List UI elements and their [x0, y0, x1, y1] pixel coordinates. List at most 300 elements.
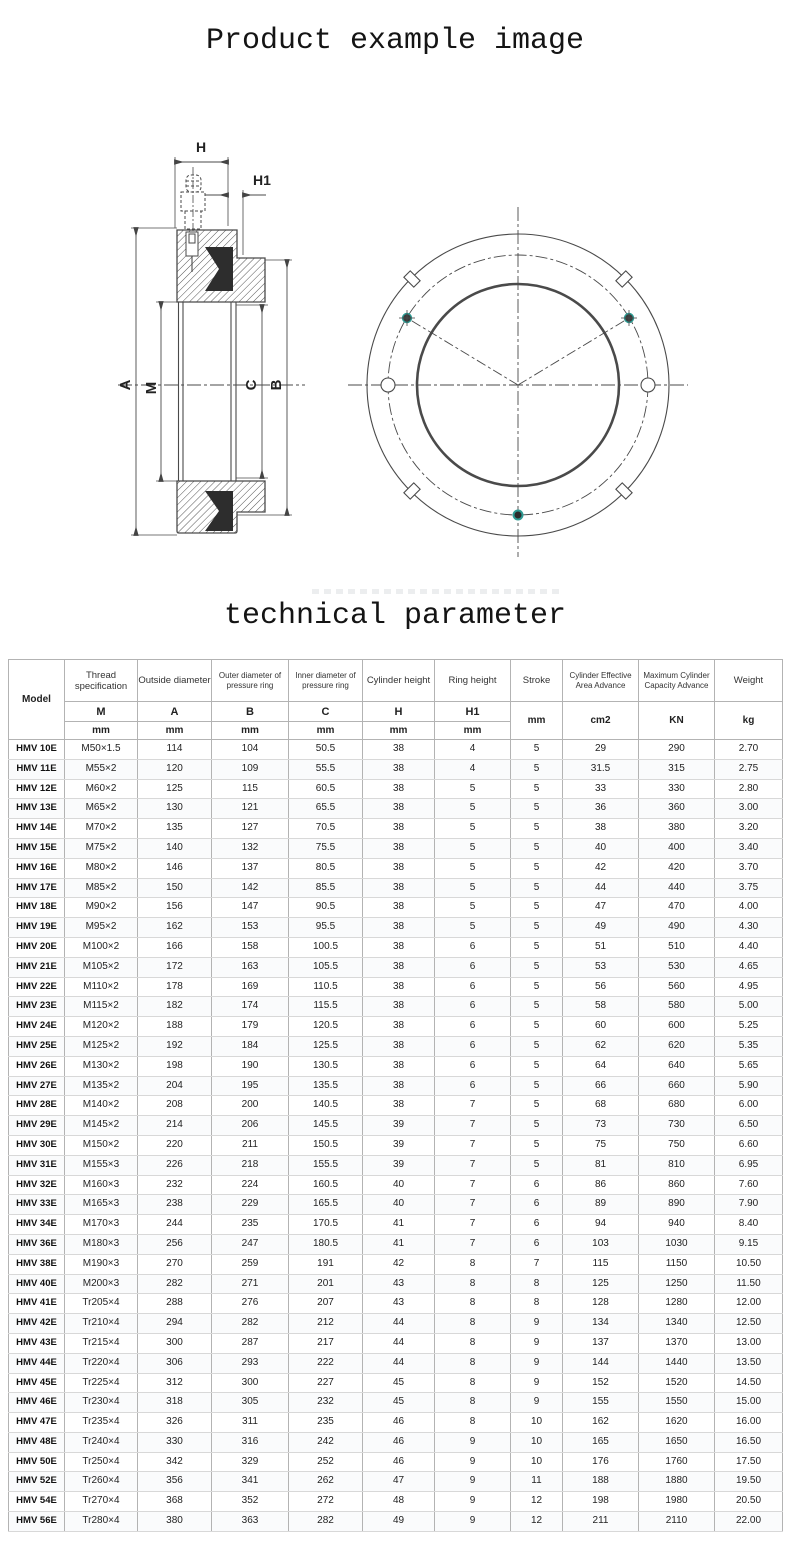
value-cell: 115: [563, 1254, 639, 1274]
model-cell: HMV 32E: [9, 1175, 65, 1195]
value-cell: 46: [363, 1452, 435, 1472]
value-cell: 282: [138, 1274, 212, 1294]
value-cell: 300: [138, 1333, 212, 1353]
value-cell: 47: [563, 898, 639, 918]
value-cell: M60×2: [65, 779, 138, 799]
table-row: [9, 1254, 783, 1274]
table-row: [9, 977, 783, 997]
value-cell: 41: [363, 1234, 435, 1254]
model-cell: HMV 16E: [9, 858, 65, 878]
table-row: [9, 1274, 783, 1294]
value-cell: 38: [363, 1017, 435, 1037]
value-cell: 10: [511, 1432, 563, 1452]
unit-weight: kg: [715, 702, 783, 740]
value-cell: 470: [639, 898, 715, 918]
value-cell: 9: [435, 1472, 511, 1492]
value-cell: 8: [435, 1353, 511, 1373]
symbol-a: A: [138, 702, 212, 722]
value-cell: 39: [363, 1116, 435, 1136]
value-cell: M70×2: [65, 819, 138, 839]
value-cell: Tr250×4: [65, 1452, 138, 1472]
value-cell: 150: [138, 878, 212, 898]
value-cell: 342: [138, 1452, 212, 1472]
value-cell: 750: [639, 1135, 715, 1155]
value-cell: 400: [639, 838, 715, 858]
value-cell: M180×3: [65, 1234, 138, 1254]
table-row: [9, 1056, 783, 1076]
value-cell: 9: [511, 1333, 563, 1353]
value-cell: 9: [511, 1353, 563, 1373]
value-cell: 66: [563, 1076, 639, 1096]
value-cell: 7: [435, 1135, 511, 1155]
value-cell: 8: [435, 1393, 511, 1413]
value-cell: 4.30: [715, 918, 783, 938]
table-row: [9, 1353, 783, 1373]
value-cell: 211: [563, 1512, 639, 1532]
value-cell: M145×2: [65, 1116, 138, 1136]
value-cell: 38: [363, 898, 435, 918]
value-cell: 7.90: [715, 1195, 783, 1215]
value-cell: 10: [511, 1452, 563, 1472]
model-cell: HMV 40E: [9, 1274, 65, 1294]
value-cell: 127: [212, 819, 289, 839]
value-cell: 73: [563, 1116, 639, 1136]
model-cell: HMV 29E: [9, 1116, 65, 1136]
model-cell: HMV 15E: [9, 838, 65, 858]
value-cell: 100.5: [289, 937, 363, 957]
value-cell: 6: [511, 1195, 563, 1215]
value-cell: 13.50: [715, 1353, 783, 1373]
value-cell: M80×2: [65, 858, 138, 878]
value-cell: 5: [511, 779, 563, 799]
value-cell: 6: [435, 977, 511, 997]
table-row: [9, 1492, 783, 1512]
value-cell: 5: [511, 878, 563, 898]
value-cell: 5.35: [715, 1036, 783, 1056]
model-cell: HMV 20E: [9, 937, 65, 957]
value-cell: 5: [435, 819, 511, 839]
value-cell: 510: [639, 937, 715, 957]
value-cell: 8: [435, 1413, 511, 1433]
value-cell: M120×2: [65, 1017, 138, 1037]
value-cell: M110×2: [65, 977, 138, 997]
table-body: [9, 740, 783, 1532]
section-title: technical parameter: [223, 599, 567, 633]
value-cell: 49: [563, 918, 639, 938]
value-cell: M55×2: [65, 759, 138, 779]
value-cell: 39: [363, 1155, 435, 1175]
model-cell: HMV 14E: [9, 819, 65, 839]
value-cell: 3.70: [715, 858, 783, 878]
value-cell: 115.5: [289, 997, 363, 1017]
value-cell: 1030: [639, 1234, 715, 1254]
value-cell: 145.5: [289, 1116, 363, 1136]
value-cell: 600: [639, 1017, 715, 1037]
value-cell: 6: [511, 1215, 563, 1235]
symbol-m: M: [65, 702, 138, 722]
value-cell: 169: [212, 977, 289, 997]
table-row: [9, 838, 783, 858]
value-cell: 89: [563, 1195, 639, 1215]
value-cell: 5: [511, 858, 563, 878]
value-cell: 38: [363, 878, 435, 898]
value-cell: 5: [435, 838, 511, 858]
table-row: [9, 1432, 783, 1452]
value-cell: 158: [212, 937, 289, 957]
dim-label-b: B: [268, 379, 285, 391]
value-cell: 192: [138, 1036, 212, 1056]
value-cell: 38: [563, 819, 639, 839]
value-cell: Tr220×4: [65, 1353, 138, 1373]
table-row: [9, 1195, 783, 1215]
page-title: Product example image: [205, 24, 585, 58]
value-cell: 201: [289, 1274, 363, 1294]
value-cell: 38: [363, 858, 435, 878]
value-cell: 5: [511, 997, 563, 1017]
unit-stroke: mm: [511, 702, 563, 740]
spec-table-header: [9, 660, 783, 740]
value-cell: 188: [563, 1472, 639, 1492]
value-cell: 5: [435, 898, 511, 918]
value-cell: 311: [212, 1413, 289, 1433]
value-cell: 20.50: [715, 1492, 783, 1512]
value-cell: 2.80: [715, 779, 783, 799]
value-cell: 45: [363, 1373, 435, 1393]
model-cell: HMV 50E: [9, 1452, 65, 1472]
value-cell: 38: [363, 1096, 435, 1116]
value-cell: 6.50: [715, 1116, 783, 1136]
value-cell: M75×2: [65, 838, 138, 858]
table-row: [9, 1155, 783, 1175]
value-cell: 290: [639, 740, 715, 760]
value-cell: 152: [563, 1373, 639, 1393]
model-cell: HMV 28E: [9, 1096, 65, 1116]
value-cell: 165: [563, 1432, 639, 1452]
value-cell: 16.50: [715, 1432, 783, 1452]
table-row: [9, 997, 783, 1017]
table-row: [9, 759, 783, 779]
value-cell: 165.5: [289, 1195, 363, 1215]
value-cell: 4.65: [715, 957, 783, 977]
value-cell: 170.5: [289, 1215, 363, 1235]
value-cell: 8: [435, 1294, 511, 1314]
value-cell: 38: [363, 819, 435, 839]
value-cell: 5: [511, 838, 563, 858]
value-cell: 10: [511, 1413, 563, 1433]
value-cell: 4.95: [715, 977, 783, 997]
value-cell: Tr205×4: [65, 1294, 138, 1314]
value-cell: 5.65: [715, 1056, 783, 1076]
table-row: [9, 1036, 783, 1056]
value-cell: 5: [435, 858, 511, 878]
value-cell: 232: [289, 1393, 363, 1413]
value-cell: 4: [435, 740, 511, 760]
value-cell: 5: [511, 918, 563, 938]
value-cell: 368: [138, 1492, 212, 1512]
value-cell: 7: [435, 1096, 511, 1116]
value-cell: 5: [511, 1155, 563, 1175]
value-cell: 46: [363, 1413, 435, 1433]
value-cell: 191: [289, 1254, 363, 1274]
value-cell: 214: [138, 1116, 212, 1136]
table-row: [9, 1076, 783, 1096]
value-cell: 29: [563, 740, 639, 760]
value-cell: 5: [435, 799, 511, 819]
value-cell: 15.00: [715, 1393, 783, 1413]
value-cell: 50.5: [289, 740, 363, 760]
value-cell: 166: [138, 937, 212, 957]
value-cell: 125: [138, 779, 212, 799]
value-cell: 178: [138, 977, 212, 997]
value-cell: 4.00: [715, 898, 783, 918]
model-cell: HMV 52E: [9, 1472, 65, 1492]
value-cell: 305: [212, 1393, 289, 1413]
value-cell: 120: [138, 759, 212, 779]
dim-label-h: H: [195, 139, 207, 155]
value-cell: M125×2: [65, 1036, 138, 1056]
value-cell: 33: [563, 779, 639, 799]
value-cell: 330: [639, 779, 715, 799]
value-cell: 5: [511, 957, 563, 977]
unit-cyl-h: mm: [363, 722, 435, 740]
value-cell: 8: [435, 1254, 511, 1274]
value-cell: 7.60: [715, 1175, 783, 1195]
model-cell: HMV 18E: [9, 898, 65, 918]
value-cell: 105.5: [289, 957, 363, 977]
value-cell: 7: [435, 1116, 511, 1136]
value-cell: 38: [363, 740, 435, 760]
value-cell: 5: [511, 1036, 563, 1056]
model-cell: HMV 22E: [9, 977, 65, 997]
value-cell: M135×2: [65, 1076, 138, 1096]
dim-label-c: C: [243, 379, 260, 391]
value-cell: M105×2: [65, 957, 138, 977]
value-cell: 222: [289, 1353, 363, 1373]
value-cell: 162: [138, 918, 212, 938]
value-cell: 217: [289, 1333, 363, 1353]
value-cell: 5: [511, 740, 563, 760]
model-cell: HMV 54E: [9, 1492, 65, 1512]
value-cell: 180.5: [289, 1234, 363, 1254]
value-cell: 46: [363, 1432, 435, 1452]
value-cell: 8: [435, 1314, 511, 1334]
value-cell: 9: [435, 1432, 511, 1452]
value-cell: 306: [138, 1353, 212, 1373]
rim-notch-icon: [404, 483, 420, 499]
value-cell: 39: [363, 1135, 435, 1155]
value-cell: 153: [212, 918, 289, 938]
value-cell: 125.5: [289, 1036, 363, 1056]
value-cell: 114: [138, 740, 212, 760]
value-cell: 6: [435, 997, 511, 1017]
table-row: [9, 918, 783, 938]
value-cell: Tr230×4: [65, 1393, 138, 1413]
value-cell: 176: [563, 1452, 639, 1472]
value-cell: 45: [363, 1393, 435, 1413]
dim-label-h1: H1: [253, 172, 271, 188]
value-cell: 42: [563, 858, 639, 878]
value-cell: 6: [435, 1056, 511, 1076]
value-cell: Tr215×4: [65, 1333, 138, 1353]
value-cell: 1650: [639, 1432, 715, 1452]
table-row: [9, 819, 783, 839]
value-cell: 1250: [639, 1274, 715, 1294]
value-cell: 287: [212, 1333, 289, 1353]
value-cell: 272: [289, 1492, 363, 1512]
value-cell: M170×3: [65, 1215, 138, 1235]
value-cell: 810: [639, 1155, 715, 1175]
value-cell: 12: [511, 1492, 563, 1512]
value-cell: 5: [511, 898, 563, 918]
value-cell: 132: [212, 838, 289, 858]
value-cell: 5: [511, 759, 563, 779]
value-cell: 560: [639, 977, 715, 997]
col-header-ring-h: Ring height: [435, 660, 511, 702]
value-cell: 2110: [639, 1512, 715, 1532]
value-cell: 232: [138, 1175, 212, 1195]
col-header-outside-d: Outside diameter: [138, 660, 212, 702]
table-row: [9, 878, 783, 898]
value-cell: 1880: [639, 1472, 715, 1492]
value-cell: 6: [435, 957, 511, 977]
value-cell: 580: [639, 997, 715, 1017]
value-cell: Tr225×4: [65, 1373, 138, 1393]
value-cell: 282: [212, 1314, 289, 1334]
table-row: [9, 1472, 783, 1492]
table-row: [9, 858, 783, 878]
model-cell: HMV 24E: [9, 1017, 65, 1037]
value-cell: 140: [138, 838, 212, 858]
model-cell: HMV 47E: [9, 1413, 65, 1433]
value-cell: 155.5: [289, 1155, 363, 1175]
value-cell: 38: [363, 1056, 435, 1076]
value-cell: 38: [363, 977, 435, 997]
value-cell: 184: [212, 1036, 289, 1056]
value-cell: 252: [289, 1452, 363, 1472]
table-row: [9, 1512, 783, 1532]
model-cell: HMV 41E: [9, 1294, 65, 1314]
model-cell: HMV 56E: [9, 1512, 65, 1532]
value-cell: 11.50: [715, 1274, 783, 1294]
value-cell: 226: [138, 1155, 212, 1175]
value-cell: M90×2: [65, 898, 138, 918]
value-cell: 68: [563, 1096, 639, 1116]
value-cell: 5: [511, 1017, 563, 1037]
value-cell: 270: [138, 1254, 212, 1274]
value-cell: 64: [563, 1056, 639, 1076]
rim-notch-icon: [616, 483, 632, 499]
value-cell: 38: [363, 799, 435, 819]
value-cell: M150×2: [65, 1135, 138, 1155]
value-cell: 1150: [639, 1254, 715, 1274]
dim-label-m: M: [143, 381, 160, 395]
value-cell: 195: [212, 1076, 289, 1096]
value-cell: 86: [563, 1175, 639, 1195]
value-cell: 44: [363, 1353, 435, 1373]
value-cell: 130: [138, 799, 212, 819]
value-cell: 6: [511, 1175, 563, 1195]
value-cell: 316: [212, 1432, 289, 1452]
value-cell: 137: [563, 1333, 639, 1353]
value-cell: 312: [138, 1373, 212, 1393]
value-cell: 7: [435, 1155, 511, 1175]
table-row: [9, 1314, 783, 1334]
value-cell: 16.00: [715, 1413, 783, 1433]
rim-notch-icon: [616, 271, 632, 287]
value-cell: 5: [435, 878, 511, 898]
value-cell: 326: [138, 1413, 212, 1433]
value-cell: 680: [639, 1096, 715, 1116]
value-cell: 6.00: [715, 1096, 783, 1116]
value-cell: M130×2: [65, 1056, 138, 1076]
value-cell: 22.00: [715, 1512, 783, 1532]
value-cell: 6: [511, 1234, 563, 1254]
value-cell: 90.5: [289, 898, 363, 918]
value-cell: 640: [639, 1056, 715, 1076]
value-cell: 5: [435, 779, 511, 799]
value-cell: Tr260×4: [65, 1472, 138, 1492]
value-cell: M115×2: [65, 997, 138, 1017]
value-cell: 104: [212, 740, 289, 760]
value-cell: 300: [212, 1373, 289, 1393]
value-cell: 19.50: [715, 1472, 783, 1492]
table-row: [9, 957, 783, 977]
spec-table: [8, 659, 783, 1532]
value-cell: Tr280×4: [65, 1512, 138, 1532]
value-cell: 227: [289, 1373, 363, 1393]
value-cell: 43: [363, 1294, 435, 1314]
value-cell: 1340: [639, 1314, 715, 1334]
value-cell: 5.00: [715, 997, 783, 1017]
value-cell: 5: [511, 819, 563, 839]
value-cell: 135: [138, 819, 212, 839]
model-cell: HMV 11E: [9, 759, 65, 779]
value-cell: 7: [435, 1234, 511, 1254]
value-cell: 62: [563, 1036, 639, 1056]
model-cell: HMV 25E: [9, 1036, 65, 1056]
model-cell: HMV 43E: [9, 1333, 65, 1353]
table-row: [9, 1116, 783, 1136]
value-cell: 6.60: [715, 1135, 783, 1155]
value-cell: 198: [563, 1492, 639, 1512]
header-row-titles: [9, 660, 783, 702]
value-cell: M85×2: [65, 878, 138, 898]
value-cell: 43: [363, 1274, 435, 1294]
value-cell: 6: [435, 1017, 511, 1037]
value-cell: 207: [289, 1294, 363, 1314]
value-cell: Tr270×4: [65, 1492, 138, 1512]
value-cell: 121: [212, 799, 289, 819]
value-cell: M95×2: [65, 918, 138, 938]
value-cell: 55.5: [289, 759, 363, 779]
value-cell: M160×3: [65, 1175, 138, 1195]
model-cell: HMV 31E: [9, 1155, 65, 1175]
value-cell: 174: [212, 997, 289, 1017]
value-cell: 70.5: [289, 819, 363, 839]
value-cell: 8: [511, 1274, 563, 1294]
set-screw-icon: [621, 310, 637, 326]
table-row: [9, 1135, 783, 1155]
model-cell: HMV 26E: [9, 1056, 65, 1076]
value-cell: 8: [435, 1333, 511, 1353]
model-cell: HMV 12E: [9, 779, 65, 799]
value-cell: 318: [138, 1393, 212, 1413]
value-cell: 420: [639, 858, 715, 878]
value-cell: 146: [138, 858, 212, 878]
value-cell: 363: [212, 1512, 289, 1532]
value-cell: 244: [138, 1215, 212, 1235]
value-cell: 38: [363, 937, 435, 957]
